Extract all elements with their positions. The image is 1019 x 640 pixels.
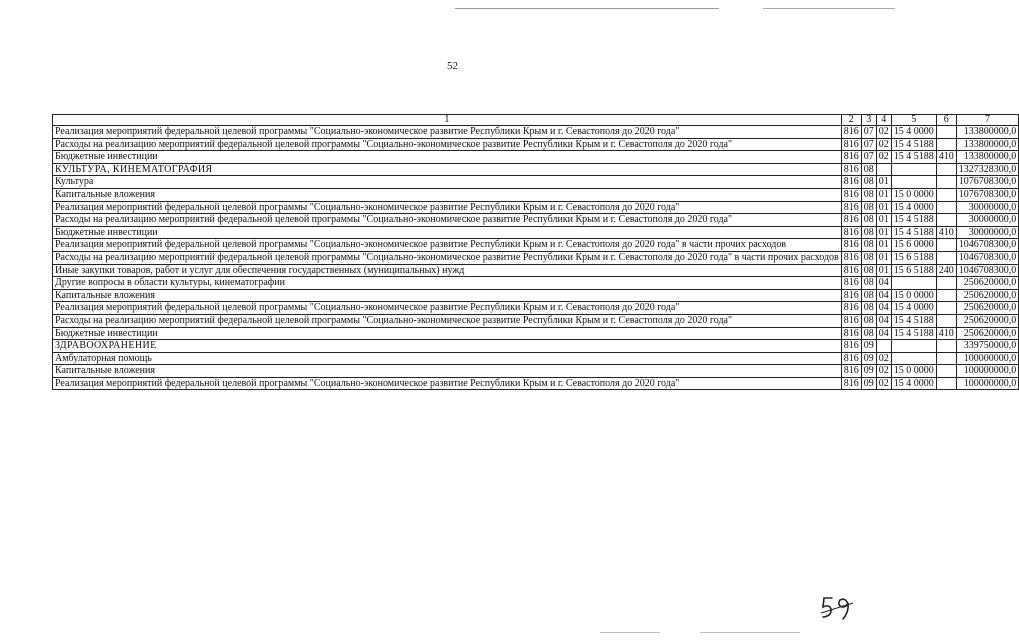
amount-cell: 133800000,0 — [956, 138, 1019, 151]
table-row — [53, 377, 1019, 390]
section-code-cell: 08 — [861, 226, 876, 239]
expense-type-cell — [936, 340, 956, 353]
section-code-cell: 09 — [861, 352, 876, 365]
amount-cell: 1046708300,0 — [956, 264, 1019, 277]
section-code-cell: 08 — [861, 251, 876, 264]
subsection-code-cell — [876, 340, 891, 353]
section-code-cell: 08 — [861, 264, 876, 277]
target-article-cell: 15 6 5188 — [891, 264, 936, 277]
target-article-cell: 15 4 5188 — [891, 327, 936, 340]
table-row — [53, 138, 1019, 151]
expense-type-cell — [936, 314, 956, 327]
subsection-code-cell: 04 — [876, 302, 891, 315]
expense-type-cell — [936, 176, 956, 189]
expense-type-cell — [936, 352, 956, 365]
row-name-cell: ЗДРАВООХРАНЕНИЕ — [53, 340, 842, 353]
subsection-code-cell: 01 — [876, 251, 891, 264]
amount-cell: 250620000,0 — [956, 302, 1019, 315]
section-code-cell: 08 — [861, 201, 876, 214]
expense-type-cell — [936, 188, 956, 201]
expense-type-cell — [936, 277, 956, 290]
target-article-cell — [891, 176, 936, 189]
table-row — [53, 264, 1019, 277]
row-name-cell: Бюджетные инвестиции — [53, 151, 842, 164]
row-name-cell: Расходы на реализацию мероприятий федеральной целевой программы "Социально-экономическое развитие Республики Крым и г. Севастополя до 2020 года" — [53, 214, 842, 227]
column-header: 3 — [861, 115, 876, 126]
target-article-cell — [891, 340, 936, 353]
target-article-cell: 15 4 0000 — [891, 201, 936, 214]
table-row — [53, 289, 1019, 302]
admin-code-cell: 816 — [841, 151, 861, 164]
table-body — [53, 126, 1019, 390]
admin-code-cell: 816 — [841, 214, 861, 227]
target-article-cell: 15 4 0000 — [891, 302, 936, 315]
expense-type-cell: 410 — [936, 327, 956, 340]
row-name-cell: Реализация мероприятий федеральной целевой программы "Социально-экономическое развитие Республики Крым и г. Севастополя до 2020 года" — [53, 201, 842, 214]
table-row — [53, 151, 1019, 164]
column-header: 5 — [891, 115, 936, 126]
column-header: 1 — [53, 115, 842, 126]
amount-cell: 250620000,0 — [956, 277, 1019, 290]
amount-cell: 250620000,0 — [956, 289, 1019, 302]
subsection-code-cell: 02 — [876, 365, 891, 378]
subsection-code-cell: 02 — [876, 352, 891, 365]
page-number: 52 — [447, 60, 458, 72]
section-code-cell: 08 — [861, 289, 876, 302]
table-row — [53, 302, 1019, 315]
section-code-cell: 07 — [861, 126, 876, 139]
expense-type-cell — [936, 289, 956, 302]
table-row — [53, 226, 1019, 239]
table-row — [53, 352, 1019, 365]
row-name-cell: Другие вопросы в области культуры, кинематографии — [53, 277, 842, 290]
expense-type-cell — [936, 138, 956, 151]
expense-type-cell — [936, 201, 956, 214]
admin-code-cell: 816 — [841, 126, 861, 139]
row-name-cell: Расходы на реализацию мероприятий федеральной целевой программы "Социально-экономическое развитие Республики Крым и г. Севастополя до 2020 года" — [53, 314, 842, 327]
target-article-cell — [891, 352, 936, 365]
admin-code-cell: 816 — [841, 188, 861, 201]
admin-code-cell: 816 — [841, 138, 861, 151]
expense-type-cell: 240 — [936, 264, 956, 277]
target-article-cell: 15 0 0000 — [891, 289, 936, 302]
row-name-cell: Расходы на реализацию мероприятий федеральной целевой программы "Социально-экономическое развитие Республики Крым и г. Севастополя до 2020 года" — [53, 138, 842, 151]
column-header: 7 — [956, 115, 1019, 126]
target-article-cell: 15 4 5188 — [891, 214, 936, 227]
section-code-cell: 08 — [861, 277, 876, 290]
amount-cell: 133800000,0 — [956, 151, 1019, 164]
table-row — [53, 277, 1019, 290]
subsection-code-cell — [876, 163, 891, 176]
subsection-code-cell: 02 — [876, 126, 891, 139]
expense-type-cell — [936, 365, 956, 378]
target-article-cell: 15 4 5188 — [891, 226, 936, 239]
admin-code-cell: 816 — [841, 251, 861, 264]
amount-cell: 1046708300,0 — [956, 251, 1019, 264]
budget-table — [52, 114, 1019, 390]
expense-type-cell — [936, 214, 956, 227]
subsection-code-cell: 04 — [876, 327, 891, 340]
admin-code-cell: 816 — [841, 176, 861, 189]
subsection-code-cell: 04 — [876, 314, 891, 327]
table-row — [53, 188, 1019, 201]
admin-code-cell: 816 — [841, 314, 861, 327]
admin-code-cell: 816 — [841, 289, 861, 302]
section-code-cell: 09 — [861, 365, 876, 378]
column-header: 4 — [876, 115, 891, 126]
amount-cell: 250620000,0 — [956, 327, 1019, 340]
column-header: 2 — [841, 115, 861, 126]
target-article-cell: 15 0 0000 — [891, 365, 936, 378]
table-row — [53, 314, 1019, 327]
section-code-cell: 08 — [861, 239, 876, 252]
table-row — [53, 340, 1019, 353]
amount-cell: 1076708300,0 — [956, 188, 1019, 201]
section-code-cell: 08 — [861, 163, 876, 176]
table-row — [53, 163, 1019, 176]
column-header: 6 — [936, 115, 956, 126]
amount-cell: 30000000,0 — [956, 226, 1019, 239]
amount-cell: 1046708300,0 — [956, 239, 1019, 252]
subsection-code-cell: 02 — [876, 151, 891, 164]
section-code-cell: 07 — [861, 138, 876, 151]
target-article-cell — [891, 277, 936, 290]
amount-cell: 1327328300,0 — [956, 163, 1019, 176]
section-code-cell: 08 — [861, 176, 876, 189]
target-article-cell: 15 4 0000 — [891, 126, 936, 139]
amount-cell: 30000000,0 — [956, 214, 1019, 227]
expense-type-cell: 410 — [936, 226, 956, 239]
amount-cell: 100000000,0 — [956, 352, 1019, 365]
expense-type-cell — [936, 239, 956, 252]
scan-artifact-top — [455, 8, 895, 9]
row-name-cell: Реализация мероприятий федеральной целевой программы "Социально-экономическое развитие Республики Крым и г. Севастополя до 2020 года" — [53, 302, 842, 315]
row-name-cell: Расходы на реализацию мероприятий федеральной целевой программы "Социально-экономическое развитие Республики Крым и г. Севастополя до 2020 года" в части прочих расходов — [53, 251, 842, 264]
admin-code-cell: 816 — [841, 327, 861, 340]
section-code-cell: 09 — [861, 377, 876, 390]
subsection-code-cell: 02 — [876, 377, 891, 390]
admin-code-cell: 816 — [841, 377, 861, 390]
subsection-code-cell: 04 — [876, 277, 891, 290]
expense-type-cell: 410 — [936, 151, 956, 164]
section-code-cell: 08 — [861, 314, 876, 327]
target-article-cell: 15 6 0000 — [891, 239, 936, 252]
subsection-code-cell: 02 — [876, 138, 891, 151]
section-code-cell: 08 — [861, 188, 876, 201]
expense-type-cell — [936, 302, 956, 315]
row-name-cell: Капитальные вложения — [53, 365, 842, 378]
expense-type-cell — [936, 163, 956, 176]
expense-type-cell — [936, 126, 956, 139]
amount-cell: 30000000,0 — [956, 201, 1019, 214]
subsection-code-cell: 01 — [876, 201, 891, 214]
admin-code-cell: 816 — [841, 239, 861, 252]
handwritten-page-mark — [820, 592, 854, 622]
admin-code-cell: 816 — [841, 302, 861, 315]
subsection-code-cell: 01 — [876, 214, 891, 227]
expense-type-cell — [936, 377, 956, 390]
target-article-cell: 15 6 5188 — [891, 251, 936, 264]
row-name-cell: Реализация мероприятий федеральной целевой программы "Социально-экономическое развитие Республики Крым и г. Севастополя до 2020 года" в части прочих расходов — [53, 239, 842, 252]
table-row — [53, 251, 1019, 264]
admin-code-cell: 816 — [841, 201, 861, 214]
subsection-code-cell: 01 — [876, 188, 891, 201]
amount-cell: 100000000,0 — [956, 365, 1019, 378]
target-article-cell: 15 4 5188 — [891, 314, 936, 327]
admin-code-cell: 816 — [841, 365, 861, 378]
target-article-cell: 15 4 5188 — [891, 151, 936, 164]
subsection-code-cell: 01 — [876, 264, 891, 277]
row-name-cell: Культура — [53, 176, 842, 189]
admin-code-cell: 816 — [841, 226, 861, 239]
subsection-code-cell: 01 — [876, 176, 891, 189]
target-article-cell — [891, 163, 936, 176]
admin-code-cell: 816 — [841, 352, 861, 365]
table-row — [53, 201, 1019, 214]
admin-code-cell: 816 — [841, 163, 861, 176]
row-name-cell: Амбулаторная помощь — [53, 352, 842, 365]
row-name-cell: КУЛЬТУРА, КИНЕМАТОГРАФИЯ — [53, 163, 842, 176]
expense-type-cell — [936, 251, 956, 264]
table-row — [53, 126, 1019, 139]
table-row — [53, 239, 1019, 252]
admin-code-cell: 816 — [841, 264, 861, 277]
table-row — [53, 214, 1019, 227]
target-article-cell: 15 4 0000 — [891, 377, 936, 390]
amount-cell: 100000000,0 — [956, 377, 1019, 390]
subsection-code-cell: 01 — [876, 239, 891, 252]
target-article-cell: 15 4 5188 — [891, 138, 936, 151]
row-name-cell: Реализация мероприятий федеральной целевой программы "Социально-экономическое развитие Республики Крым и г. Севастополя до 2020 года" — [53, 126, 842, 139]
amount-cell: 339750000,0 — [956, 340, 1019, 353]
row-name-cell: Капитальные вложения — [53, 289, 842, 302]
target-article-cell: 15 0 0000 — [891, 188, 936, 201]
section-code-cell: 08 — [861, 214, 876, 227]
table-header-row — [53, 115, 1019, 126]
row-name-cell: Иные закупки товаров, работ и услуг для обеспечения государственных (муниципальных) нужд — [53, 264, 842, 277]
table-row — [53, 327, 1019, 340]
scan-artifact-bottom — [600, 632, 800, 633]
row-name-cell: Бюджетные инвестиции — [53, 327, 842, 340]
row-name-cell: Реализация мероприятий федеральной целевой программы "Социально-экономическое развитие Республики Крым и г. Севастополя до 2020 года" — [53, 377, 842, 390]
row-name-cell: Бюджетные инвестиции — [53, 226, 842, 239]
amount-cell: 1076708300,0 — [956, 176, 1019, 189]
section-code-cell: 08 — [861, 327, 876, 340]
section-code-cell: 08 — [861, 302, 876, 315]
amount-cell: 133800000,0 — [956, 126, 1019, 139]
table-row — [53, 365, 1019, 378]
row-name-cell: Капитальные вложения — [53, 188, 842, 201]
subsection-code-cell: 04 — [876, 289, 891, 302]
subsection-code-cell: 01 — [876, 226, 891, 239]
table-row — [53, 176, 1019, 189]
section-code-cell: 07 — [861, 151, 876, 164]
admin-code-cell: 816 — [841, 340, 861, 353]
section-code-cell: 09 — [861, 340, 876, 353]
admin-code-cell: 816 — [841, 277, 861, 290]
amount-cell: 250620000,0 — [956, 314, 1019, 327]
